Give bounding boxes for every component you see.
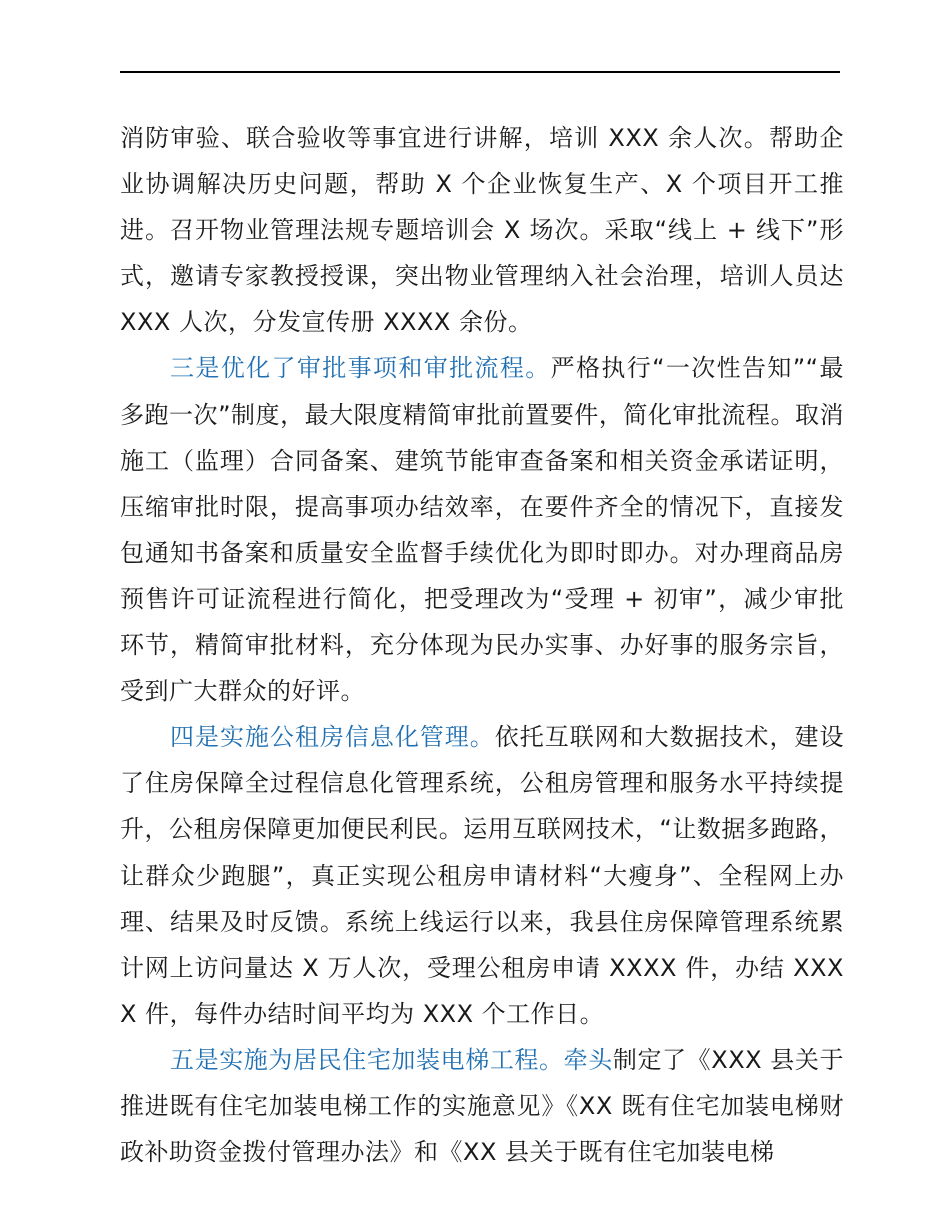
paragraph-text: 消防审验、联合验收等事宜进行讲解，培训 XXX 余人次。帮助企业协调解决历史问题，帮助 X 个企业恢复生产、X 个项目开工推进。召开物业管理法规专题培训会 X 场次。采取“线上 + 线下”形式，邀请专家教授授课，突出物业管理纳入社会治理，培训人员达 XXX 人次，分发宣传册 XXXX 余份。 xyxy=(120,124,844,337)
paragraph-approval-process xyxy=(120,345,844,714)
paragraph-lead-heading: 四是实施公租房信息化管理。 xyxy=(170,723,495,752)
paragraph-elevator-project xyxy=(120,1037,844,1175)
paragraph-lead-heading: 五是实施为居民住宅加装电梯工程。牵头 xyxy=(170,1045,613,1074)
paragraph-continuation xyxy=(120,115,844,345)
paragraph-text: 制定了《XXX 县关于推进既有住宅加装电梯工作的实施意见》《XX 既有住宅加装电梯财政补助资金拨付管理办法》和《XX 县关于既有住宅加装电梯 xyxy=(120,1045,845,1167)
paragraph-public-housing xyxy=(120,714,844,1037)
paragraph-text: 严格执行“一次性告知”“最多跑一次”制度，最大限度精简审批前置要件，简化审批流程。取消施工（监理）合同备案、建筑节能审查备案和相关资金承诺证明，压缩审批时限，提高事项办结效率，在要件齐全的情况下，直接发包通知书备案和质量安全监督手续优化为即时即办。对办理商品房预售许可证流程进行简化，把受理改为“受理 + 初审”，减少审批环节，精简审批材料，充分体现为民办实事、办好事的服务宗旨，受到广大群众的好评。 xyxy=(120,354,844,706)
header-rule xyxy=(120,71,840,73)
paragraph-lead-heading: 三是优化了审批事项和审批流程。 xyxy=(170,354,551,383)
document-body xyxy=(120,115,844,1175)
paragraph-text: 依托互联网和大数据技术，建设了住房保障全过程信息化管理系统，公租房管理和服务水平持续提升，公租房保障更加便民利民。运用互联网技术，“让数据多跑路，让群众少跑腿”，真正实现公租房申请材料“大瘦身”、全程网上办理、结果及时反馈。系统上线运行以来，我县住房保障管理系统累计网上访问量达 X 万人次，受理公租房申请 XXXX 件，办结 XXXX 件，每件办结时间平均为 XXX 个工作日。 xyxy=(120,723,844,1028)
